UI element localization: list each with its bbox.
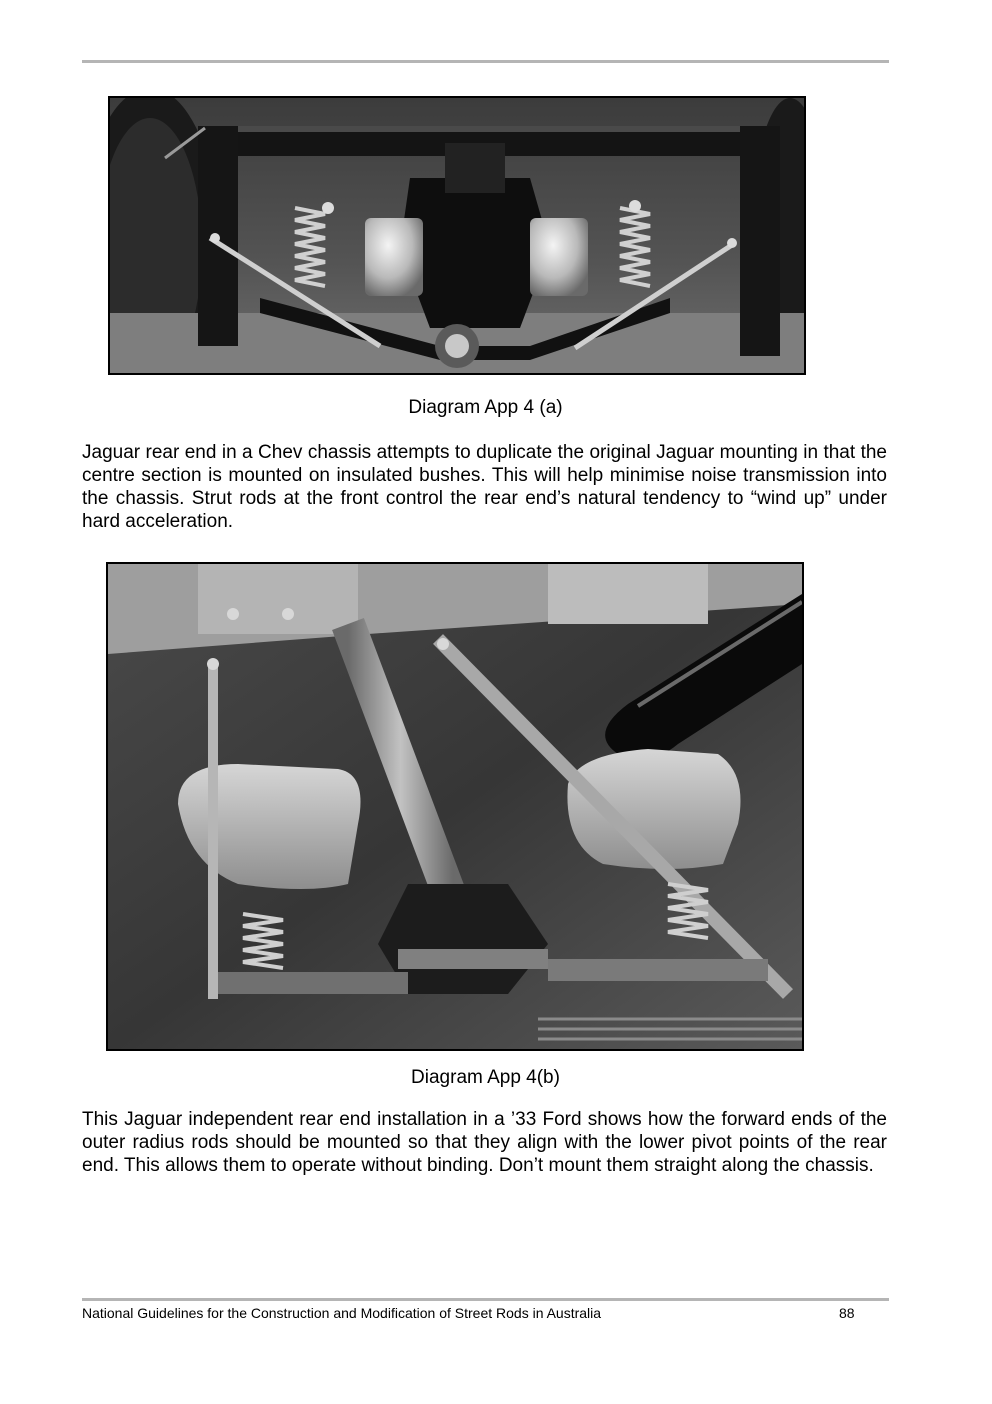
rear-end-illustration-b (108, 564, 802, 1049)
footer-document-title: National Guidelines for the Construction and Modification of Street Rods in Australia (82, 1305, 602, 1321)
header-rule (82, 60, 889, 63)
footer-rule (82, 1298, 889, 1301)
figure-caption: Diagram App 4(b) (411, 1067, 560, 1088)
figure-caption: Diagram App 4 (a) (408, 397, 563, 418)
rear-end-illustration-a (110, 98, 804, 373)
jaguar-rear-end-photo-b (106, 562, 804, 1051)
footer-page-number: 88 (839, 1305, 855, 1321)
jaguar-rear-end-photo-a (108, 96, 806, 375)
figure-description: Jaguar rear end in a Chev chassis attempts to duplicate the original Jaguar mounting in that the centre section is mounted on insulated bushes. This will help minimise noise transmission into the chassis. Strut rods at the front control the rear end’s natural tendency to “wind up” under hard acceleration. (82, 442, 887, 532)
figure-description: This Jaguar independent rear end installation in a ’33 Ford shows how the forward ends of the outer radius rods should be mounted so that they align with the lower pivot points of the rear end. This allows them to operate without binding. Don’t mount them straight along the chassis. (82, 1109, 887, 1176)
